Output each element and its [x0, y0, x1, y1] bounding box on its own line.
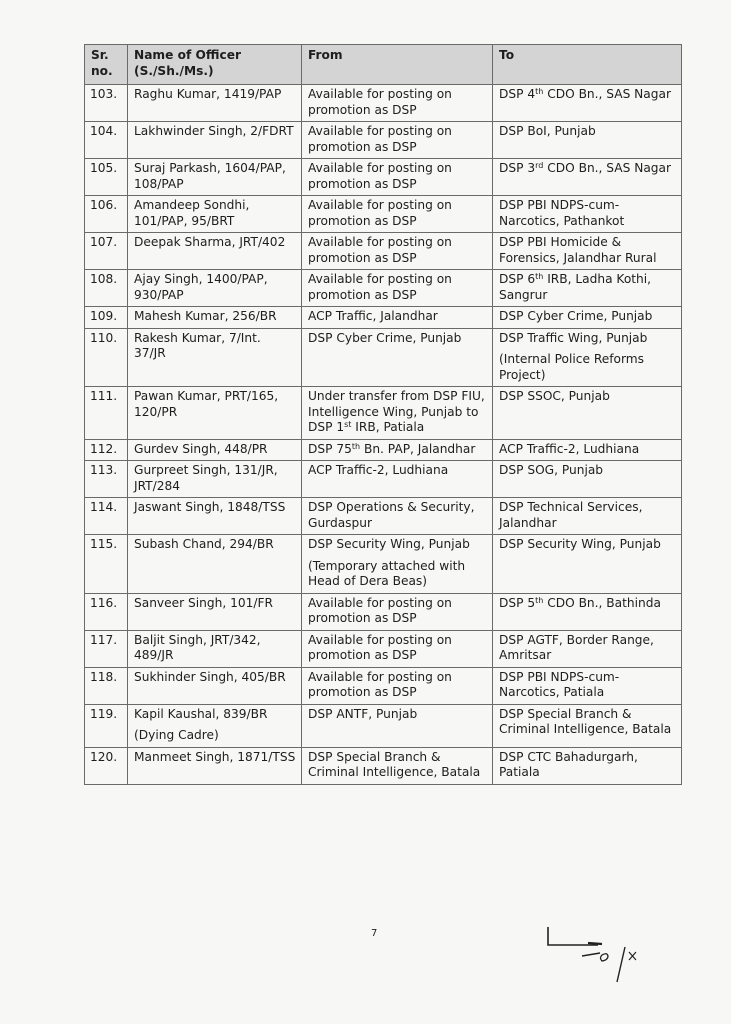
sr-no-cell-text: 112. [90, 441, 118, 456]
to-cell [493, 593, 682, 630]
to-cell-note: (Internal Police Reforms Project) [499, 352, 644, 382]
sr-no-cell [85, 747, 128, 784]
from-cell [302, 307, 493, 329]
officer-name-cell [128, 122, 302, 159]
to-cell-text: DSP 3 [499, 161, 536, 175]
to-cell [493, 328, 682, 387]
sr-no-cell [85, 439, 128, 461]
sr-no-cell [85, 704, 128, 747]
from-cell [302, 159, 493, 196]
from-cell-text: Available for posting on promotion as DSP [308, 669, 452, 699]
sr-no-cell-text: 107. [90, 235, 118, 249]
from-cell [302, 667, 493, 704]
table-row [85, 461, 682, 498]
to-cell [493, 85, 682, 122]
to-cell-text: IRB, Ladha Kothi, Sangrur [499, 272, 652, 302]
table-row [85, 498, 682, 535]
ordinal-suffix: th [535, 87, 544, 96]
from-cell [302, 630, 493, 667]
officer-name-cell-text: Baljit Singh, JRT/342, 489/JR [134, 632, 261, 662]
from-cell [302, 747, 493, 784]
from-cell-text: ACP Traffic-2, Ludhiana [308, 463, 449, 477]
to-cell-text: CDO Bn., SAS Nagar [543, 161, 671, 175]
sr-no-cell-text: 114. [90, 500, 118, 514]
to-cell-text: DSP Security Wing, Punjab [499, 537, 661, 551]
sr-no-cell [85, 630, 128, 667]
officer-name-cell-text: Raghu Kumar, 1419/PAP [134, 87, 282, 101]
from-cell-text: DSP 75 [308, 441, 352, 456]
sr-no-cell-text: 117. [90, 632, 118, 647]
sr-no-cell [85, 328, 128, 387]
sr-no-cell [85, 461, 128, 498]
to-cell-text: DSP 5 [499, 595, 536, 610]
from-cell-text: Available for posting on promotion as DSP [308, 632, 452, 662]
signature-stroke [588, 943, 602, 944]
officer-name-cell-text: Gurdev Singh, 448/PR [134, 441, 268, 456]
sr-no-cell [85, 85, 128, 122]
table-row [85, 85, 682, 122]
table-row [85, 704, 682, 747]
officer-name-cell-text: Rakesh Kumar, 7/Int. 37/JR [134, 330, 261, 360]
officer-name-cell-text: Jaswant Singh, 1848/TSS [134, 500, 286, 514]
to-cell [493, 387, 682, 440]
sr-no-cell-text: 104. [90, 124, 118, 138]
to-cell [493, 630, 682, 667]
from-cell [302, 122, 493, 159]
sr-no-cell-text: 115. [90, 537, 118, 551]
officer-name-cell-text: Kapil Kaushal, 839/BR [134, 706, 268, 721]
ordinal-suffix: st [344, 420, 352, 429]
sr-no-cell [85, 159, 128, 196]
sr-no-cell [85, 535, 128, 594]
to-cell-text: DSP SOG, Punjab [499, 463, 604, 477]
officer-name-cell [128, 307, 302, 329]
table-body [85, 85, 682, 785]
officer-name-cell [128, 630, 302, 667]
from-cell-text: Available for posting on promotion as DSP [308, 87, 452, 117]
from-cell [302, 196, 493, 233]
to-cell-text: DSP SSOC, Punjab [499, 389, 610, 403]
from-cell-text: DSP ANTF, Punjab [308, 706, 418, 721]
to-cell-text: CDO Bn., SAS Nagar [543, 87, 671, 101]
from-cell [302, 498, 493, 535]
to-cell [493, 122, 682, 159]
table-row [85, 196, 682, 233]
header-to: To [493, 45, 682, 85]
table-row [85, 328, 682, 387]
from-cell-text: Available for posting on promotion as DSP [308, 161, 452, 191]
to-cell-text: DSP CTC Bahadurgarh, Patiala [499, 749, 638, 779]
signature-stroke [617, 947, 625, 982]
from-cell-text: DSP Cyber Crime, Punjab [308, 330, 462, 345]
to-cell-text: DSP BoI, Punjab [499, 124, 596, 138]
officer-name-cell-text: Manmeet Singh, 1871/TSS [134, 749, 296, 764]
officer-name-cell-text: Lakhwinder Singh, 2/FDRT [134, 124, 294, 138]
sr-no-cell-text: 108. [90, 272, 118, 286]
sr-no-cell-text: 120. [90, 749, 118, 764]
transfer-posting-table [84, 44, 682, 785]
ordinal-suffix: th [535, 272, 544, 281]
officer-name-cell [128, 233, 302, 270]
to-cell-text: DSP Technical Services, Jalandhar [499, 500, 643, 530]
table-row [85, 593, 682, 630]
from-cell [302, 461, 493, 498]
table-row [85, 535, 682, 594]
from-cell-text: DSP Security Wing, Punjab [308, 537, 470, 551]
signature-stroke [629, 952, 636, 960]
from-cell-text: DSP Operations & Security, Gurdaspur [308, 500, 475, 530]
officer-name-cell-text: Sanveer Singh, 101/FR [134, 595, 273, 610]
officer-name-cell-text: Subash Chand, 294/BR [134, 537, 274, 551]
ordinal-suffix: rd [535, 161, 544, 170]
to-cell-text: DSP 6 [499, 272, 536, 286]
signature-stroke [601, 954, 609, 961]
from-cell-text: ACP Traffic, Jalandhar [308, 309, 438, 323]
officer-name-cell [128, 196, 302, 233]
table-row [85, 439, 682, 461]
officer-name-cell [128, 387, 302, 440]
sr-no-cell [85, 196, 128, 233]
table-row [85, 667, 682, 704]
sr-no-cell [85, 593, 128, 630]
sr-no-cell-text: 103. [90, 87, 118, 101]
officer-name-cell-note: (Dying Cadre) [134, 728, 219, 742]
page-number: 7 [371, 928, 378, 939]
table-row [85, 747, 682, 784]
to-cell [493, 461, 682, 498]
to-cell [493, 498, 682, 535]
sr-no-cell-text: 105. [90, 161, 118, 175]
to-cell [493, 535, 682, 594]
sr-no-cell-text: 116. [90, 595, 118, 610]
to-cell-text: ACP Traffic-2, Ludhiana [499, 441, 640, 456]
sr-no-cell [85, 270, 128, 307]
to-cell [493, 747, 682, 784]
from-cell [302, 593, 493, 630]
from-cell-text: Available for posting on promotion as DSP [308, 198, 452, 228]
sr-no-cell-text: 106. [90, 198, 118, 212]
from-cell-text: Available for posting on promotion as DSP [308, 595, 452, 625]
sr-no-cell [85, 667, 128, 704]
to-cell [493, 704, 682, 747]
table-row [85, 387, 682, 440]
table-header-row [85, 45, 682, 85]
to-cell [493, 270, 682, 307]
ordinal-suffix: th [351, 441, 361, 451]
sr-no-cell-text: 118. [90, 669, 118, 684]
sr-no-cell-text: 110. [90, 330, 118, 345]
to-cell [493, 667, 682, 704]
officer-name-cell-text: Gurpreet Singh, 131/JR, JRT/284 [134, 463, 278, 493]
from-cell [302, 328, 493, 387]
officer-name-cell-text: Pawan Kumar, PRT/165, 120/PR [134, 389, 279, 419]
officer-name-cell [128, 439, 302, 461]
table-row [85, 630, 682, 667]
from-cell [302, 233, 493, 270]
officer-name-cell [128, 159, 302, 196]
to-cell-text: DSP 4 [499, 87, 536, 101]
to-cell-text: DSP Special Branch & Criminal Intelligence, Batala [499, 706, 672, 736]
from-cell-text: DSP Special Branch & Criminal Intelligence, Batala [308, 749, 481, 779]
to-cell [493, 439, 682, 461]
officer-name-cell-text: Suraj Parkash, 1604/PAP, 108/PAP [134, 161, 286, 191]
sr-no-cell-text: 119. [90, 706, 118, 721]
officer-name-cell [128, 747, 302, 784]
from-cell-text: Bn. PAP, Jalandhar [360, 441, 476, 456]
to-cell-text: DSP PBI Homicide & Forensics, Jalandhar Rural [499, 235, 657, 265]
signature-stroke [582, 953, 600, 956]
from-cell-text: Available for posting on promotion as DSP [308, 235, 452, 265]
from-cell [302, 439, 493, 461]
sr-no-cell [85, 233, 128, 270]
officer-name-cell [128, 270, 302, 307]
ordinal-suffix: th [535, 595, 544, 605]
officer-name-cell [128, 328, 302, 387]
header-sr-no: Sr. no. [85, 45, 128, 85]
to-cell-text: DSP Traffic Wing, Punjab [499, 330, 648, 345]
to-cell-text: CDO Bn., Bathinda [543, 595, 661, 610]
from-cell-note: (Temporary attached with Head of Dera Beas) [308, 558, 466, 588]
from-cell [302, 535, 493, 594]
table-row [85, 122, 682, 159]
officer-name-cell [128, 498, 302, 535]
to-cell-text: DSP PBI NDPS-cum-Narcotics, Pathankot [499, 198, 625, 228]
sr-no-cell [85, 122, 128, 159]
handwritten-signature [540, 925, 690, 995]
table-row [85, 270, 682, 307]
officer-name-cell-text: Mahesh Kumar, 256/BR [134, 309, 277, 323]
table-row [85, 233, 682, 270]
to-cell [493, 159, 682, 196]
from-cell-text: Available for posting on promotion as DSP [308, 272, 452, 302]
from-cell-text: IRB, Patiala [351, 420, 425, 434]
sr-no-cell-text: 109. [90, 309, 118, 323]
from-cell-text: Available for posting on promotion as DSP [308, 124, 452, 154]
from-cell [302, 704, 493, 747]
to-cell [493, 233, 682, 270]
officer-name-cell [128, 535, 302, 594]
table-row [85, 159, 682, 196]
from-cell [302, 270, 493, 307]
to-cell [493, 307, 682, 329]
sr-no-cell [85, 498, 128, 535]
header-name-of-officer: Name of Officer (S./Sh./Ms.) [128, 45, 302, 85]
header-from: From [302, 45, 493, 85]
sr-no-cell [85, 307, 128, 329]
officer-name-cell-text: Amandeep Sondhi, 101/PAP, 95/BRT [134, 198, 250, 228]
from-cell-text: Under transfer from DSP FIU, Intelligence Wing, Punjab to DSP 1 [308, 389, 485, 434]
officer-name-cell [128, 593, 302, 630]
officer-name-cell-text: Deepak Sharma, JRT/402 [134, 235, 286, 249]
sr-no-cell-text: 111. [90, 389, 118, 403]
table-row [85, 307, 682, 329]
officer-name-cell [128, 704, 302, 747]
officer-name-cell [128, 667, 302, 704]
officer-name-cell [128, 85, 302, 122]
officer-name-cell-text: Ajay Singh, 1400/PAP, 930/PAP [134, 272, 268, 302]
to-cell [493, 196, 682, 233]
from-cell [302, 85, 493, 122]
officer-name-cell-text: Sukhinder Singh, 405/BR [134, 669, 286, 684]
to-cell-text: DSP Cyber Crime, Punjab [499, 309, 653, 323]
officer-name-cell [128, 461, 302, 498]
from-cell [302, 387, 493, 440]
to-cell-text: DSP PBI NDPS-cum-Narcotics, Patiala [499, 669, 620, 699]
sr-no-cell [85, 387, 128, 440]
sr-no-cell-text: 113. [90, 463, 118, 477]
to-cell-text: DSP AGTF, Border Range, Amritsar [499, 632, 654, 662]
